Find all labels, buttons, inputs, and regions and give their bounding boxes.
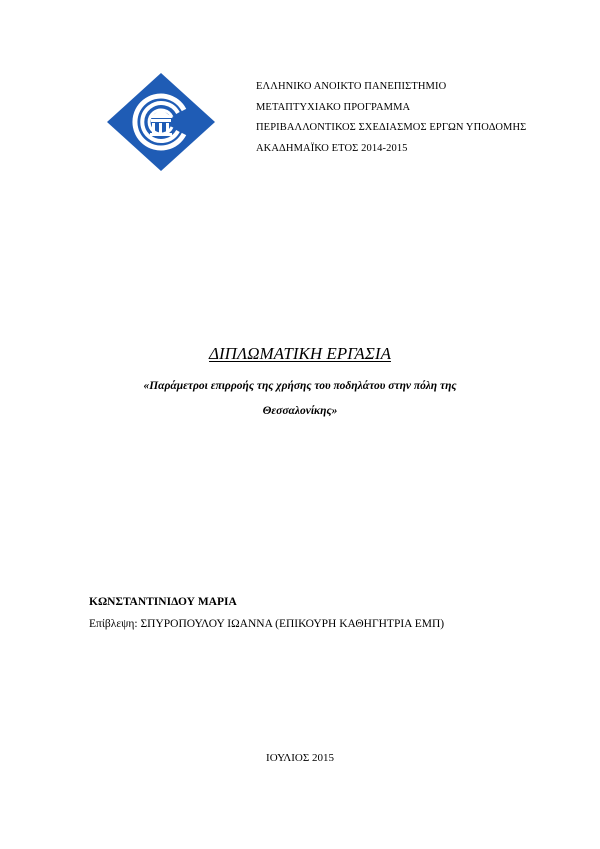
academic-year: ΑΚΑΔΗΜΑΪΚΟ ΕΤΟΣ 2014-2015 (256, 142, 408, 154)
university-name: ΕΛΛΗΝΙΚΟ ΑΝΟΙΚΤΟ ΠΑΝΕΠΙΣΤΗΜΙΟ (256, 81, 447, 92)
thesis-subtitle-line-1: «Παράμετροι επιρροής της χρήσης του ποδηλάτου στην πόλη της (143, 380, 457, 392)
thesis-subtitle-line-2: Θεσσαλονίκης» (262, 405, 338, 417)
document-title: ΔΙΠΛΩΜΑΤΙΚΗ ΕΡΓΑΣΙΑ (209, 344, 391, 363)
specialization-name: ΠΕΡΙΒΑΛΛΟΝΤΙΚΟΣ ΣΧΕΔΙΑΣΜΟΣ ΕΡΓΩΝ ΥΠΟΔΟΜΗΣ (256, 122, 527, 133)
author-name: ΚΩΝΣΤΑΝΤΙΝΙΔΟΥ ΜΑΡΙΑ (89, 596, 237, 608)
program-name: ΜΕΤΑΠΤΥΧΙΑΚΟ ΠΡΟΓΡΑΜΜΑ (256, 101, 411, 113)
institution-header (256, 77, 526, 159)
university-logo-icon (107, 73, 215, 171)
document-date: ΙΟΥΛΙΟΣ 2015 (266, 752, 334, 764)
supervisor-line: Επίβλεψη: ΣΠΥΡΟΠΟΥΛΟΥ ΙΩΑΝΝΑ (ΕΠΙΚΟΥΡΗ ΚΑΘΗΓΗΤΡΙΑ ΕΜΠ) (89, 618, 445, 630)
